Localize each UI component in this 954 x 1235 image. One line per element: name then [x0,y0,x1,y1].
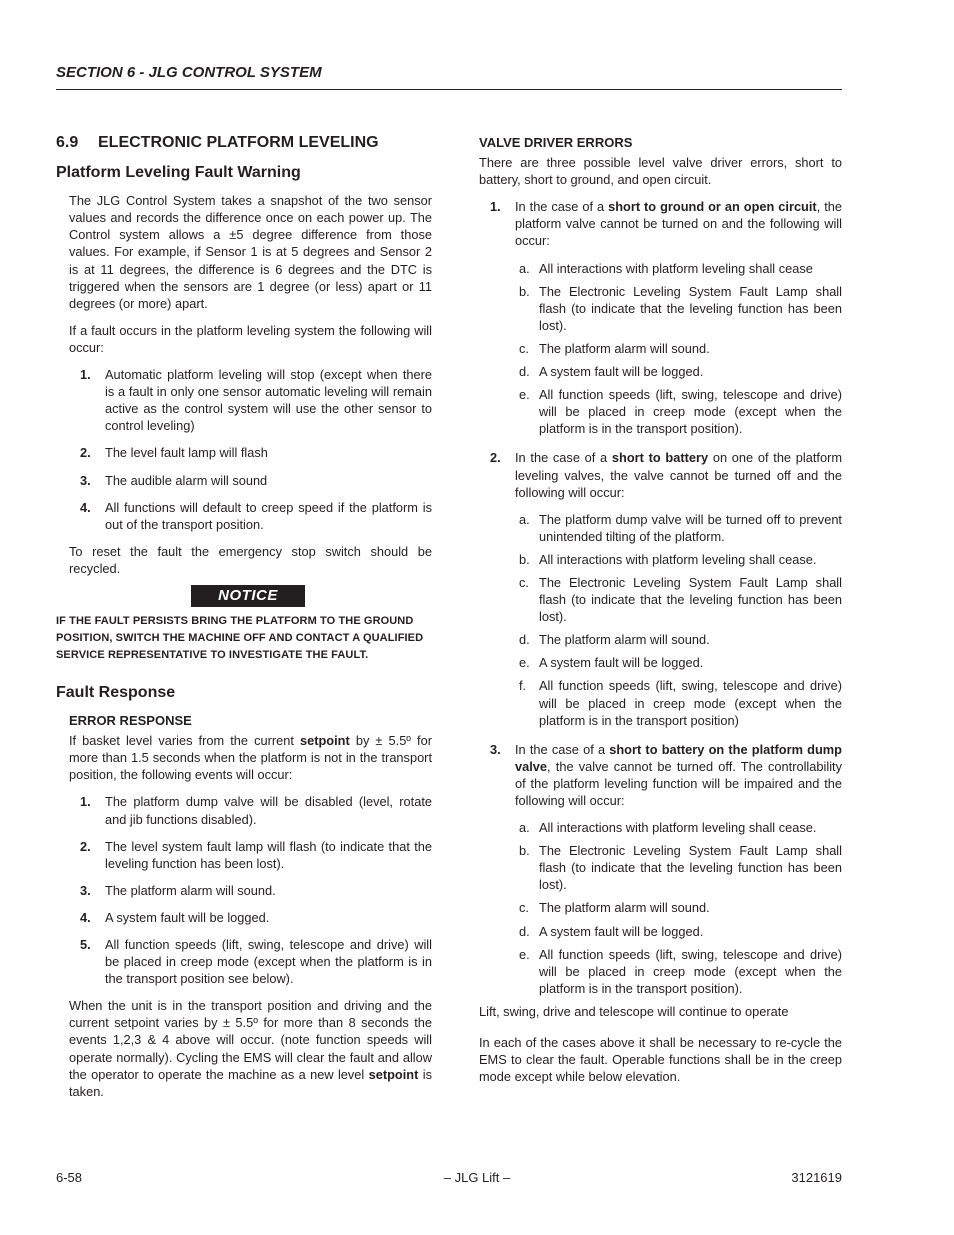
section-number: 6.9 [56,134,79,151]
sub-list-text: A system fault will be logged. [539,655,704,671]
sub-list-letter: f. [519,678,527,694]
list-item-number: 1. [490,199,501,215]
list-item-text: The audible alarm will sound [105,472,268,488]
section-header: SECTION 6 - JLG CONTROL SYSTEM [56,64,322,81]
platform-leveling-fault-warning-heading: Platform Leveling Fault Warning [56,164,301,182]
valve-driver-errors-heading: VALVE DRIVER ERRORS [479,135,633,150]
sub-list-text: The platform alarm will sound. [539,340,710,356]
paragraph-snapshot: The JLG Control System takes a snapshot of the two sensor values and records the difference once on each power up. The Control system allows a ±5 degree difference from those values. For example, if Sensor 1 is at 5 degrees and Sensor 2 is at 11 degrees, the difference is 6 degrees and the DTC is triggered when the sensors are 1 degree (or less) apart or 11 degrees (or more) apart. [69,193,432,311]
sub-list [515,260,842,438]
text-run: In the case of a [515,741,610,757]
case-short-to-ground [479,198,842,437]
section-heading [56,134,432,151]
list-item [69,499,432,533]
sub-list-item [515,260,842,277]
list-item-number: 1. [80,367,91,383]
sub-list-letter: a. [519,260,530,276]
sub-list-text: The Electronic Leveling System Fault Lamp shall flash (to indicate that the leveling function has been lost). [539,283,842,333]
sub-list-text: All interactions with platform leveling shall cease [539,260,813,276]
sub-list-letter: c. [519,900,529,916]
paragraph-three-errors: There are three possible level valve driver errors, short to battery, short to ground, and open circuit. [479,155,842,188]
text-run: , the platform valve cannot be turned on and the following will occur: [515,199,843,249]
sub-list-letter: e. [519,655,530,671]
list-item-text: The level system fault lamp will flash (to indicate that the leveling function has been lost). [105,838,432,871]
sub-list [515,819,842,997]
list-item-text: All function speeds (lift, swing, telescope and drive) will be placed in creep mode (except when the platform is in the transport position see below). [105,937,432,987]
error-response-list [69,793,432,987]
sub-list-text: All function speeds (lift, swing, telescope and drive) will be placed in creep mode (except when the platform is in the transport position). [539,387,842,437]
text-run-bold: setpoint [368,1066,419,1082]
sub-list-letter: b. [519,551,530,567]
list-item [69,936,432,987]
valve-driver-cases-list [479,198,842,997]
list-item [69,882,432,899]
sub-list-item [515,654,842,671]
list-item-number: 4. [80,499,91,515]
list-item-text: A system fault will be logged. [105,909,270,925]
text-run: is taken. [69,1066,432,1099]
notice-badge: NOTICE [191,585,305,607]
text-run: on one of the platform leveling valves, the valve cannot be turned off and the following will occur: [515,450,842,500]
text-run: , the valve cannot be turned off. The controllability of the platform leveling function will be impaired and the following will occur: [515,758,842,808]
sub-list-item [515,677,842,728]
list-item-text: The platform alarm will sound. [105,882,276,898]
text-run-bold: short to battery on the platform dump valve [515,741,842,774]
page-number: 6-58 [56,1170,83,1185]
sub-list-letter: a. [519,820,530,836]
text-run: In the case of a [515,199,609,215]
paragraph-recycle-ems: In each of the cases above it shall be necessary to re-cycle the EMS to clear the fault. Operable functions shall be in the creep mode except while below elevation. [479,1035,842,1085]
list-item [69,793,432,827]
fault-response-heading: Fault Response [56,683,176,701]
text-run-bold: short to battery [611,450,709,466]
footer-center: – JLG Lift – [443,1170,511,1185]
paragraph-fault-occurs: If a fault occurs in the platform leveling system the following will occur: [69,322,432,355]
list-item-text: Automatic platform leveling will stop (except when there is a fault in only one sensor automatic leveling will remain active as the control system will use the other sensor to control leveling) [105,367,432,434]
text-run: In the case of a [515,450,612,466]
text-run-bold: setpoint [300,733,350,749]
case-short-to-battery-dump-valve [479,741,842,997]
section-heading-title: ELECTRONIC PLATFORM LEVELING [98,134,379,151]
sub-list-item [515,946,842,997]
list-item-number: 3. [80,472,91,488]
sub-list-text: All function speeds (lift, swing, telescope and drive) will be placed in creep mode (except when the platform is in the transport position). [539,946,842,996]
list-item [69,444,432,461]
left-column [56,134,432,1100]
sub-list-item [515,842,842,893]
sub-list-letter: c. [519,574,529,590]
paragraph-continue-operate: Lift, swing, drive and telescope will continue to operate [479,1003,789,1019]
error-response-heading: ERROR RESPONSE [69,713,192,729]
sub-list-text: A system fault will be logged. [539,923,704,939]
sub-list [515,511,842,729]
sub-list-text: All function speeds (lift, swing, telescope and drive) will be placed in creep mode (except when the platform is in the transport position) [539,678,842,728]
header-rule [56,89,842,90]
list-item-text: All functions will default to creep speed if the platform is out of the transport position. [105,499,432,532]
fault-warning-list [69,366,432,533]
sub-list-item [515,923,842,940]
sub-list-letter: b. [519,283,530,299]
notice-text: IF THE FAULT PERSISTS BRING THE PLATFORM TO THE GROUND POSITION, SWITCH THE MACHINE OFF AND CONTACT A QUALIFIED SERVICE REPRESENTATIVE TO INVESTIGATE THE FAULT. [56,614,424,661]
list-item [69,366,432,434]
sub-list-item [515,283,842,334]
list-item-number: 1. [80,794,91,810]
sub-list-text: The Electronic Leveling System Fault Lamp shall flash (to indicate that the leveling function has been lost). [539,843,842,893]
list-item-number: 2. [80,445,91,461]
sub-list-text: The platform alarm will sound. [539,900,710,916]
sub-list-item [515,551,842,568]
sub-list-item [515,631,842,648]
list-item [69,838,432,872]
sub-list-letter: e. [519,946,530,962]
paragraph-basket-level [69,732,432,783]
list-item-number: 4. [80,909,91,925]
sub-list-letter: a. [519,511,530,527]
sub-list-item [515,386,842,437]
right-column [479,134,842,1085]
sub-list-item [515,574,842,625]
sub-list-text: The platform dump valve will be turned off to prevent unintended tilting of the platform. [539,511,842,544]
sub-list-text: The Electronic Leveling System Fault Lamp shall flash (to indicate that the leveling function has been lost). [539,574,842,625]
list-item [69,472,432,489]
sub-list-letter: d. [519,364,530,380]
list-item [69,909,432,926]
list-item-text: The level fault lamp will flash [105,445,268,461]
list-item-number: 3. [490,741,501,757]
sub-list-item [515,899,842,916]
case-short-to-battery [479,449,842,728]
list-item-text: The platform dump valve will be disabled (level, rotate and jib functions disabled). [105,794,432,827]
sub-list-text: The platform alarm will sound. [539,632,710,648]
sub-list-item [515,819,842,836]
text-run-bold: short to ground or an open circuit [608,199,817,215]
sub-list-item [515,340,842,357]
sub-list-text: All interactions with platform leveling shall cease. [539,820,817,836]
paragraph-reset: To reset the fault the emergency stop switch should be recycled. [69,543,432,576]
sub-list-letter: c. [519,340,529,356]
paragraph-transport-position [69,997,432,1100]
text-run: by ± 5.5º for more than 1.5 seconds when the platform is not in the transport position, the following events will occur: [69,733,432,783]
list-item-number: 2. [490,450,501,466]
text-run: When the unit is in the transport position and driving and the current setpoint varies by ± 5.5º for more than 8 seconds the events 1,2,3 & 4 above will occur. (note function speeds will operate normally). Cycling the EMS will clear the fault and allow the operator to operate the machine as a new level [69,998,432,1082]
sub-list-item [515,511,842,545]
list-item-number: 5. [80,937,91,952]
sub-list-item [515,363,842,380]
sub-list-letter: d. [519,923,530,939]
list-item-number: 2. [80,838,91,854]
list-item-number: 3. [80,882,91,898]
sub-list-text: All interactions with platform leveling shall cease. [539,551,817,567]
document-number: 3121619 [791,1170,842,1185]
sub-list-text: A system fault will be logged. [539,364,704,380]
sub-list-letter: d. [519,632,530,648]
sub-list-letter: b. [519,843,530,859]
text-run: If basket level varies from the current [69,733,300,749]
sub-list-letter: e. [519,387,530,403]
